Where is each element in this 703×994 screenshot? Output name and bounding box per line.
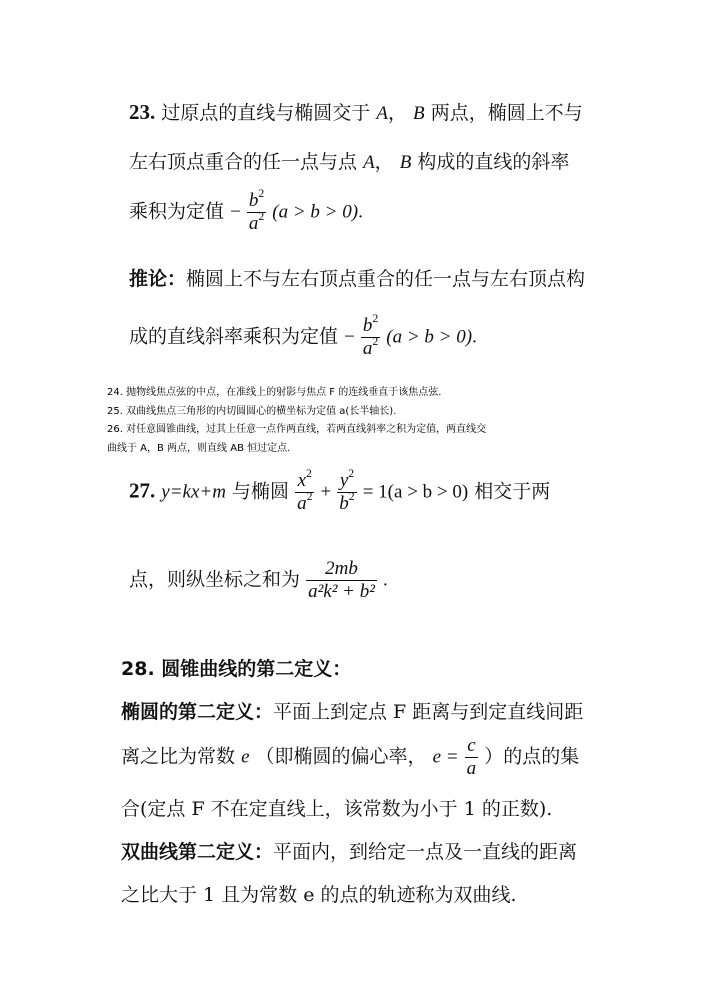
hyperbola-label: 双曲线第二定义： xyxy=(121,841,274,863)
item23-line2: 左右顶点重合的任一点与点 A， B 构成的直线的斜率 xyxy=(129,151,570,173)
item24-text: 24. 抛物线焦点弦的中点，在准线上的射影与焦点 F 的连线垂直于该焦点弦. xyxy=(107,387,442,398)
item23-line3: 乘积为定值 − $\frac{b^2}{a^2}$ (a > b > 0). xyxy=(129,187,363,234)
hyperbola-definition-line2: 之比大于 1 且为常数 e 的点的轨迹称为双曲线. xyxy=(121,884,517,906)
item23-number: 23. xyxy=(129,100,156,124)
corollary-label: 推论： xyxy=(129,268,187,290)
item25-text: 25. 双曲线焦点三角形的内切圆圆心的横坐标为定值 a(长半轴长). xyxy=(107,406,397,417)
hyperbola-definition-line1: 双曲线第二定义：平面内，到给定一点及一直线的距离 xyxy=(121,841,578,863)
corollary-fraction: $\frac{b^2}{a^2}$ xyxy=(362,312,379,359)
item27-x-fraction: $\frac{x^2}{a^2}$ xyxy=(297,467,313,514)
item27-y-fraction: $\frac{y^2}{b^2}$ xyxy=(339,467,355,514)
item27-number: 27. xyxy=(129,478,156,503)
corollary-line1: 推论：椭圆上不与左右顶点重合的任一点与左右顶点构 xyxy=(129,268,586,290)
item27-line1: 27. y=kx+m 与椭圆 $\frac{x^2}{a^2}$ + $\frac{y^2}{b^2}$ = 1(a > b > 0) 相交于两 xyxy=(129,467,551,514)
eccentricity-fraction: $\frac{c}{a}$ xyxy=(466,735,477,779)
ellipse-definition-line2: 离之比为常数 e （即椭圆的偏心率， e = $\frac{c}{a}$ ）的点的集 xyxy=(121,735,580,779)
item26-text-line1: 26. 对任意圆锥曲线，过其上任意一点作两直线，若两直线斜率之积为定值，两直线交 xyxy=(107,424,487,435)
ellipse-label: 椭圆的第二定义： xyxy=(121,701,274,723)
item23-line1: 23. 过原点的直线与椭圆交于 A， B 两点，椭圆上不与 xyxy=(129,100,583,124)
corollary-line2: 成的直线斜率乘积为定值 − $\frac{b^2}{a^2}$ (a > b > 0). xyxy=(129,312,477,359)
item28-heading: 28. 圆锥曲线的第二定义： xyxy=(121,658,352,680)
item27-sum-fraction: $\frac{2mb}{\text{a²k² + b²}}$ xyxy=(308,558,375,602)
ellipse-definition-line1: 椭圆的第二定义：平面上到定点 F 距离与到定直线间距 xyxy=(121,701,584,723)
ellipse-definition-line3: 合(定点 F 不在定直线上，该常数为小于 1 的正数). xyxy=(121,798,553,820)
item26-text-line2: 曲线于 A，B 两点，则直线 AB 恒过定点. xyxy=(107,443,291,454)
item27-line2: 点，则纵坐标之和为 $\frac{2mb}{\text{a²k² + b²}}$ . xyxy=(129,558,388,602)
item23-fraction: $\frac{b^2}{a^2}$ xyxy=(248,187,265,234)
